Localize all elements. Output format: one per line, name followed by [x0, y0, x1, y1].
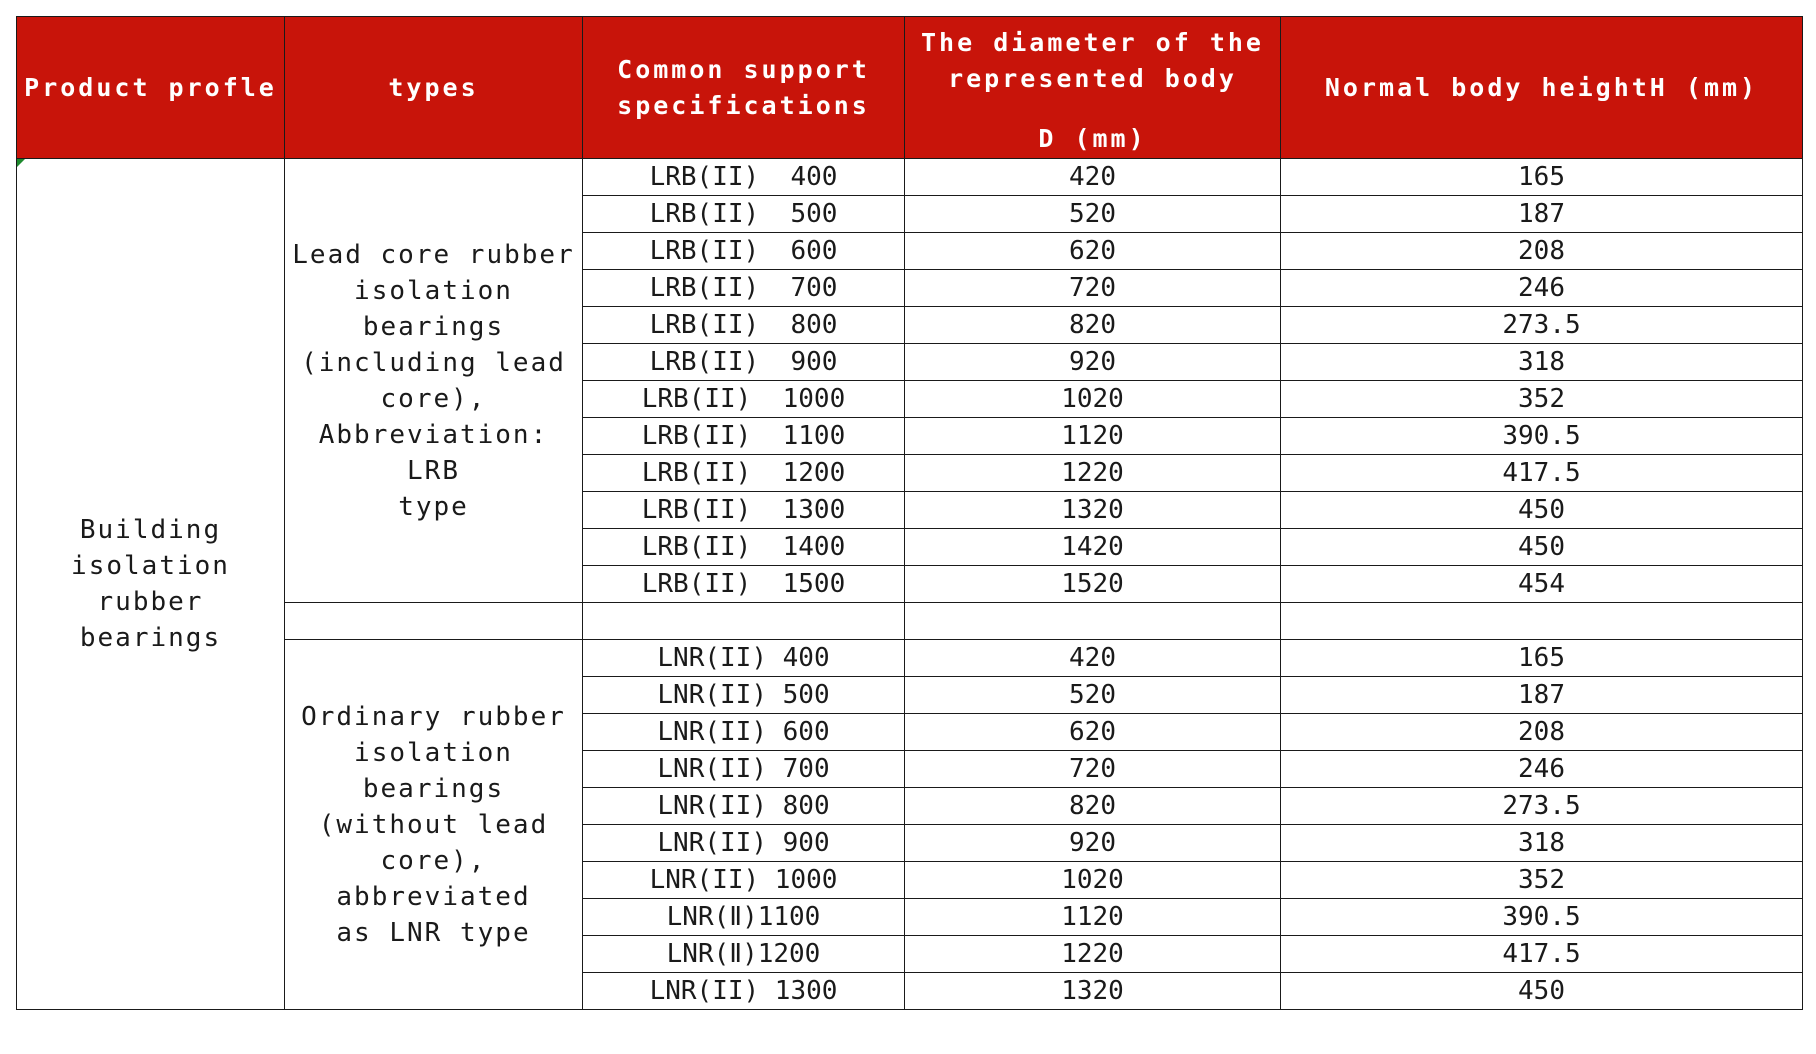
spec-cell: LNR(II) 800 [583, 788, 905, 825]
diameter-cell: 1120 [905, 899, 1281, 936]
height-cell: 246 [1281, 751, 1803, 788]
diameter-cell: 920 [905, 825, 1281, 862]
spec-cell: LRB(II) 1400 [583, 529, 905, 566]
diameter-cell: 1220 [905, 936, 1281, 973]
diameter-cell: 620 [905, 714, 1281, 751]
height-cell: 208 [1281, 714, 1803, 751]
height-cell: 417.5 [1281, 455, 1803, 492]
diameter-cell: 920 [905, 344, 1281, 381]
height-cell: 450 [1281, 492, 1803, 529]
spec-cell: LNR(II) 1300 [583, 973, 905, 1010]
spec-cell: LRB(II) 600 [583, 233, 905, 270]
diameter-cell: 1520 [905, 566, 1281, 603]
diameter-cell: 1320 [905, 492, 1281, 529]
diameter-cell: 820 [905, 307, 1281, 344]
spec-cell: LRB(II) 1200 [583, 455, 905, 492]
product-profile-cell [17, 159, 285, 1010]
spec-cell: LNR(Ⅱ)1200 [583, 936, 905, 973]
diameter-cell: 520 [905, 196, 1281, 233]
height-cell: 450 [1281, 973, 1803, 1010]
diameter-cell: 1120 [905, 418, 1281, 455]
height-cell: 390.5 [1281, 899, 1803, 936]
type-cell-lrb [285, 159, 583, 603]
height-cell: 450 [1281, 529, 1803, 566]
header-spec [583, 17, 905, 159]
empty-cell [1281, 603, 1803, 640]
height-cell: 187 [1281, 196, 1803, 233]
diameter-cell: 1220 [905, 455, 1281, 492]
diameter-cell: 720 [905, 751, 1281, 788]
height-cell: 318 [1281, 825, 1803, 862]
spec-cell: LRB(II) 400 [583, 159, 905, 196]
height-cell: 352 [1281, 862, 1803, 899]
table-row [17, 159, 1803, 196]
header-diameter-unit: D (mm) [1038, 123, 1147, 153]
diameter-cell: 420 [905, 159, 1281, 196]
height-cell: 390.5 [1281, 418, 1803, 455]
header-diameter [905, 17, 1281, 159]
height-cell: 208 [1281, 233, 1803, 270]
type-cell-lnr [285, 640, 583, 1010]
spec-cell: LRB(II) 700 [583, 270, 905, 307]
empty-cell [583, 603, 905, 640]
diameter-cell: 720 [905, 270, 1281, 307]
header-row [17, 17, 1803, 159]
spec-cell: LRB(II) 1100 [583, 418, 905, 455]
height-cell: 273.5 [1281, 788, 1803, 825]
spec-cell: LRB(II) 1500 [583, 566, 905, 603]
spec-cell: LNR(II) 700 [583, 751, 905, 788]
spec-cell: LNR(II) 400 [583, 640, 905, 677]
header-diameter-text: The diameter of the represented body [921, 27, 1264, 93]
type-label-lnr: Ordinary rubber isolation bearings (without lead core), abbreviated as LNR type [301, 701, 566, 948]
height-cell: 417.5 [1281, 936, 1803, 973]
header-spec-text: Common support specifications [617, 54, 870, 120]
spec-cell: LRB(II) 500 [583, 196, 905, 233]
empty-cell [285, 603, 583, 640]
spec-cell: LRB(II) 900 [583, 344, 905, 381]
header-types: types [285, 17, 583, 159]
corner-mark [17, 159, 25, 167]
height-cell: 187 [1281, 677, 1803, 714]
diameter-cell: 1020 [905, 862, 1281, 899]
spec-cell: LRB(II) 1300 [583, 492, 905, 529]
height-cell: 454 [1281, 566, 1803, 603]
height-cell: 246 [1281, 270, 1803, 307]
diameter-cell: 420 [905, 640, 1281, 677]
diameter-cell: 820 [905, 788, 1281, 825]
height-cell: 165 [1281, 159, 1803, 196]
diameter-cell: 1320 [905, 973, 1281, 1010]
spec-cell: LNR(II) 500 [583, 677, 905, 714]
height-cell: 352 [1281, 381, 1803, 418]
spec-cell: LNR(II) 900 [583, 825, 905, 862]
header-height: Normal body heightH (mm) [1281, 17, 1803, 159]
height-cell: 318 [1281, 344, 1803, 381]
header-product-profile: Product profle [17, 17, 285, 159]
spec-cell: LRB(II) 800 [583, 307, 905, 344]
height-cell: 273.5 [1281, 307, 1803, 344]
diameter-cell: 520 [905, 677, 1281, 714]
type-label-lrb: Lead core rubber isolation bearings (including lead core), Abbreviation: LRB type [292, 239, 575, 522]
diameter-cell: 1420 [905, 529, 1281, 566]
diameter-cell: 1020 [905, 381, 1281, 418]
spec-cell: LRB(II) 1000 [583, 381, 905, 418]
height-cell: 165 [1281, 640, 1803, 677]
spec-cell: LNR(II) 600 [583, 714, 905, 751]
product-profile-text: Building isolation rubber bearings [71, 515, 230, 653]
diameter-cell: 620 [905, 233, 1281, 270]
empty-cell [905, 603, 1281, 640]
spec-cell: LNR(Ⅱ)1100 [583, 899, 905, 936]
spec-cell: LNR(II) 1000 [583, 862, 905, 899]
spec-table [16, 16, 1803, 1010]
